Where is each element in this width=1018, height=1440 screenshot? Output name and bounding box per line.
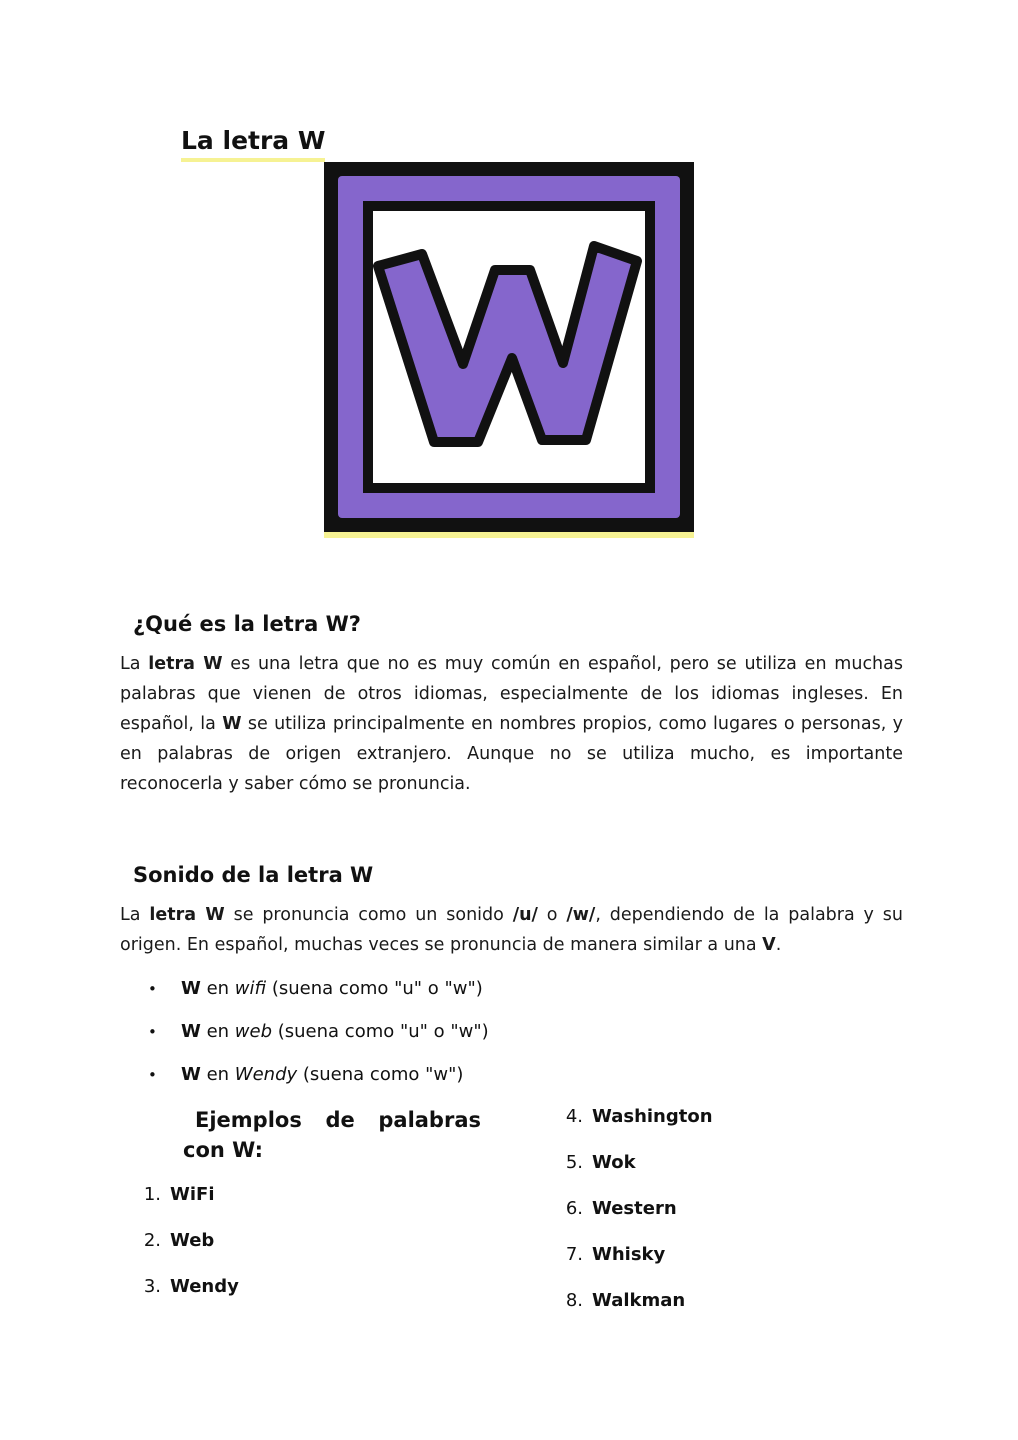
list-item: 5. Wok <box>565 1152 636 1173</box>
logo-underline <box>324 532 694 538</box>
examples-heading: Ejemplos de palabras con W: <box>183 1108 481 1162</box>
list-item: 6. Western <box>565 1198 677 1219</box>
section-heading-what: ¿Qué es la letra W? <box>133 612 361 636</box>
list-item: • W en wifi (suena como "u" o "w") <box>148 978 483 999</box>
list-item: 7. Whisky <box>565 1244 666 1265</box>
list-item: 3. Wendy <box>143 1276 239 1297</box>
list-item: 2. Web <box>143 1230 215 1251</box>
list-item: • W en web (suena como "u" o "w") <box>148 1021 489 1042</box>
examples-list-left <box>131 1180 239 1318</box>
sound-examples-list <box>148 974 848 1103</box>
list-item: 8. Walkman <box>565 1290 686 1311</box>
paragraph-sound: La letra W se pronuncia como un sonido /u/ o /w/, dependiendo de la palabra y su origen. En español, muchas veces se pronuncia de manera similar a una V. <box>120 905 903 955</box>
page-title: La letra W <box>181 126 325 162</box>
section-heading-sound: Sonido de la letra W <box>133 863 374 887</box>
letter-w-icon <box>324 162 694 532</box>
letter-w-logo <box>324 162 694 540</box>
list-item: 4. Washington <box>565 1106 713 1127</box>
list-item: 1. WiFi <box>143 1184 215 1205</box>
paragraph-what: La letra W es una letra que no es muy común en español, pero se utiliza en muchas palabras que vienen de otros idiomas, especialmente de los idiomas ingleses. En español, la W se utiliza principalmente en nombres propios, como lugares o personas, y en palabras de origen extranjero. Aunque no se utiliza mucho, es importante reconocerla y saber cómo se pronuncia. <box>120 654 903 794</box>
examples-list-right <box>553 1102 713 1332</box>
list-item: • W en Wendy (suena como "w") <box>148 1064 464 1085</box>
